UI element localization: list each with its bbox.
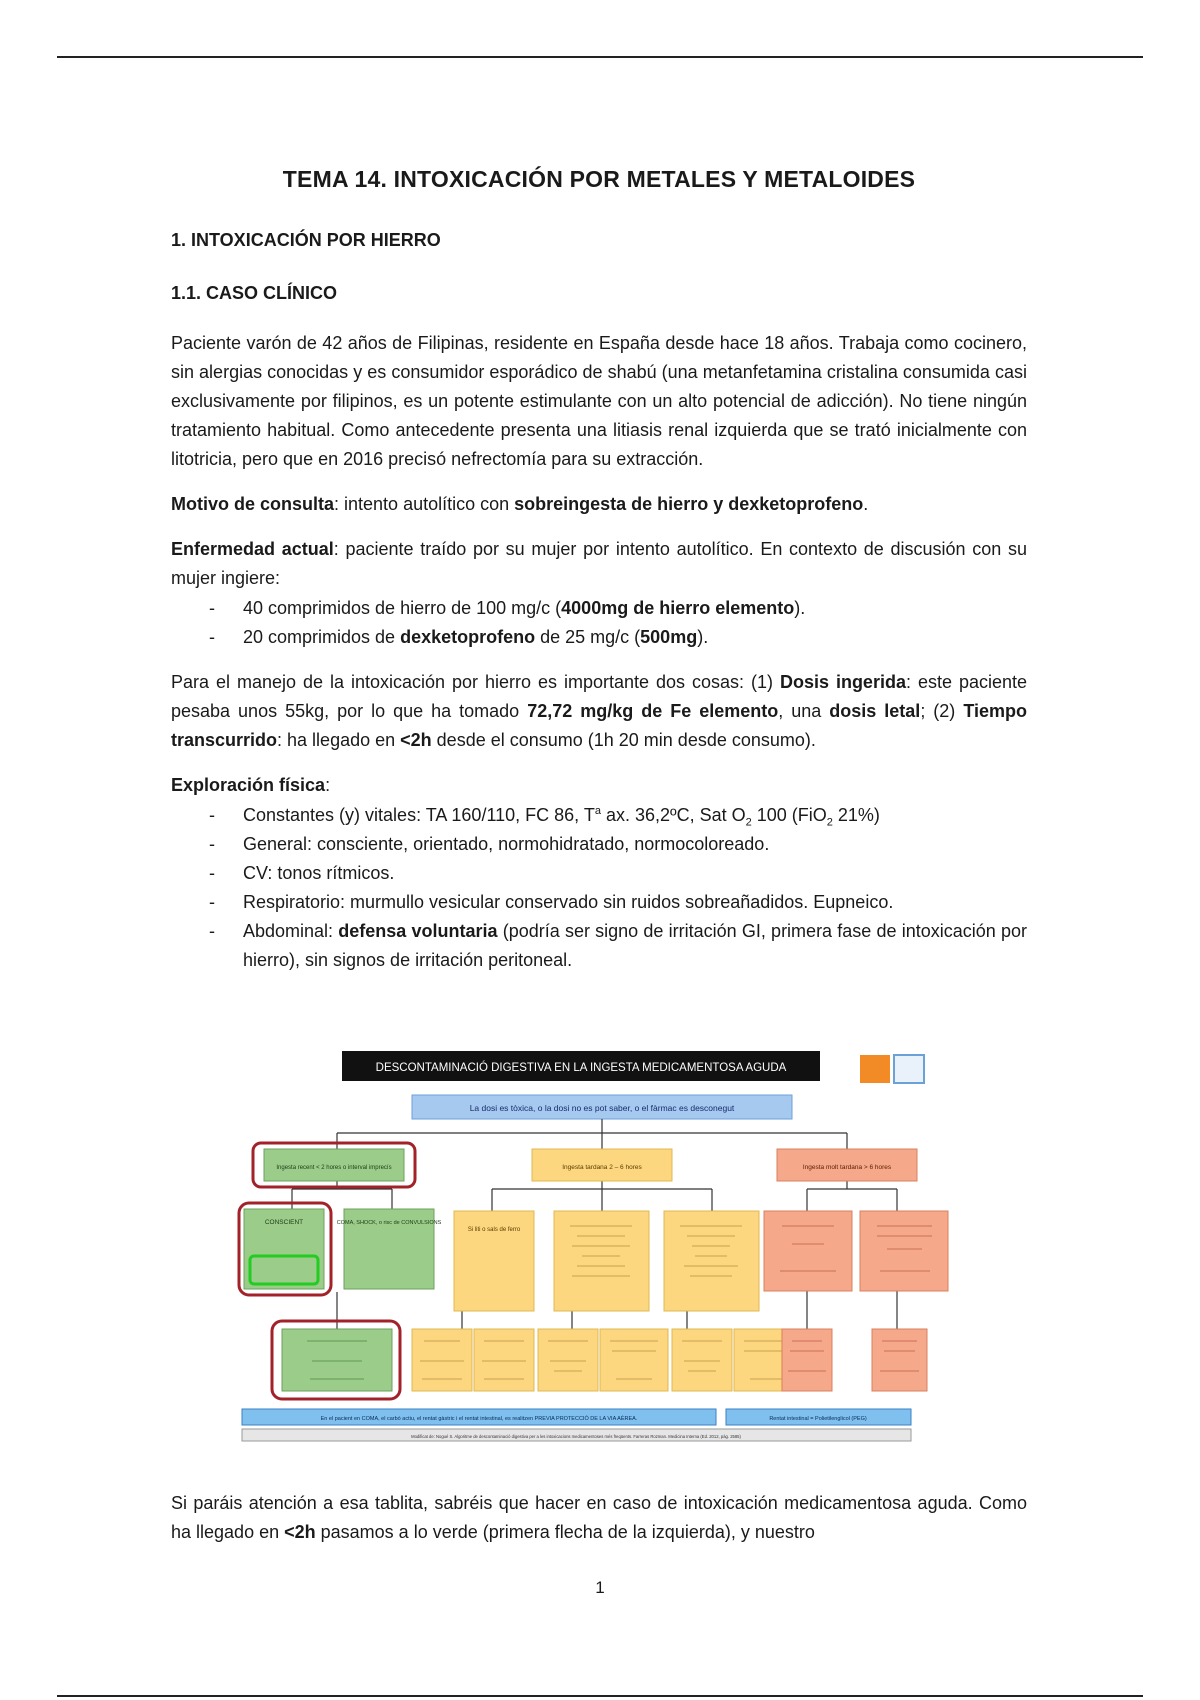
exploracion-list bbox=[171, 801, 1027, 975]
footer-rule bbox=[57, 1695, 1143, 1697]
ingesta-list bbox=[171, 594, 1027, 652]
header-rule bbox=[57, 56, 1143, 58]
flowchart-header: DESCONTAMINACIÓ DIGESTIVA EN LA INGESTA MEDICAMENTOSA AGUDA bbox=[375, 1062, 787, 1074]
flowchart-top-label: La dosi es tòxica, o la dosi no es pot saber, o el fàrmac es desconegut bbox=[469, 1103, 735, 1113]
list-item: - Constantes (y) vitales: TA 160/110, FC 86, $T^a$ ax. 36,2ºC, Sat $O_2$ 100 (FiO$_2$ 21%) bbox=[171, 801, 1027, 830]
ferro-exception-box bbox=[250, 1256, 318, 1284]
logo-mark bbox=[894, 1055, 924, 1083]
col3-label: Ingesta molt tardana > 6 hores bbox=[802, 1164, 892, 1171]
subsection-heading: 1.1. CASO CLÍNICO bbox=[171, 283, 338, 303]
list-item: - 20 comprimidos de dexketoprofeno de 25 mg/c (500mg). bbox=[171, 623, 1027, 652]
closing-paragraph: Si paráis atención a esa tablita, sabréis que hacer en caso de intoxicación medicamentosa aguda. Como ha llegado en <2h pasamos a lo verde (primera flecha de la izquierda), y nuestro bbox=[171, 1493, 1027, 1542]
section-heading: 1. INTOXICACIÓN POR HIERRO bbox=[171, 230, 441, 250]
coma-label: COMA, SHOCK, o risc de CONVULSIONS bbox=[336, 1220, 442, 1226]
ferro-label: Si liti o sals de ferro bbox=[467, 1227, 521, 1233]
col1-label: Ingesta recent < 2 hores o interval imprecís bbox=[276, 1165, 392, 1171]
logo-mark bbox=[860, 1055, 890, 1083]
paragraph-motivo: Motivo de consulta: intento autolítico con sobreingesta de hierro y dexketoprofeno. bbox=[171, 494, 869, 514]
list-item: - Abdominal: defensa voluntaria (podría ser signo de irritación GI, primera fase de intoxicación por hierro), sin signos de irritación peritoneal. bbox=[171, 917, 1027, 975]
list-item: - 40 comprimidos de hierro de 100 mg/c (4000mg de hierro elemento). bbox=[171, 594, 1027, 623]
case-text bbox=[171, 329, 1027, 991]
conscient-label: CONSCIENT bbox=[264, 1219, 304, 1226]
list-item: - Respiratorio: murmullo vesicular conservado sin ruidos sobreañadidos. Eupneico. bbox=[171, 888, 1027, 917]
list-item: - General: consciente, orientado, normohidratado, normocoloreado. bbox=[171, 830, 1027, 859]
paragraph-enfermedad: Enfermedad actual: paciente traído por su mujer por intento autolítico. En contexto de discusión con su mujer ingiere: bbox=[171, 539, 1027, 588]
flowchart-source: Modificat de: Nogué S. Algoritme de descontaminació digestiva per a les intoxicacions medicamentoses més freqüents. Farreras Rozman. Medicina Interna (Ed. 2012, pàg. 2585) bbox=[411, 1434, 741, 1439]
list-item: - CV: tonos rítmicos. bbox=[171, 859, 1027, 888]
decontamination-flowchart bbox=[232, 1049, 962, 1469]
flowchart-footer-note: En el pacient en COMA, el carbó actiu, el rentat gàstric i el rentat intestinal, es realitzen PREVIA PROTECCIÓ DE LA VIA AÈREA. bbox=[320, 1416, 638, 1422]
paragraph-exploracion: Exploración física: bbox=[171, 775, 331, 795]
page-number: 1 bbox=[595, 1578, 605, 1597]
paragraph-manejo: Para el manejo de la intoxicación por hierro es importante dos cosas: (1) Dosis ingerida: este paciente pesaba unos 55kg, por lo que ha tomado 72,72 mg/kg de Fe elemento, una dosis letal; (2) Tiempo transcurrido: ha llegado en <2h desde el consumo (1h 20 min desde consumo). bbox=[171, 672, 1027, 750]
paragraph-patient: Paciente varón de 42 años de Filipinas, residente en España desde hace 18 años. Trabaja como cocinero, sin alergias conocidas y es consumidor esporádico de shabú (una metanfetamina cristalina consumida casi exclusivamente por filipinos, es un potente estimulante con un alto potencial de adicción). No tiene ningún tratamiento habitual. Como antecedente presenta una litiasis renal izquierda que se trató inicialmente con litotricia, pero que en 2016 precisó nefrectomía para su extracción. bbox=[171, 333, 1027, 469]
flowchart-footer-peg: Rentat intestinal = Polietilenglicol (PEG) bbox=[769, 1416, 867, 1422]
page-title: TEMA 14. INTOXICACIÓN POR METALES Y METALOIDES bbox=[282, 166, 916, 192]
col2-label: Ingesta tardana 2 – 6 hores bbox=[562, 1164, 642, 1171]
